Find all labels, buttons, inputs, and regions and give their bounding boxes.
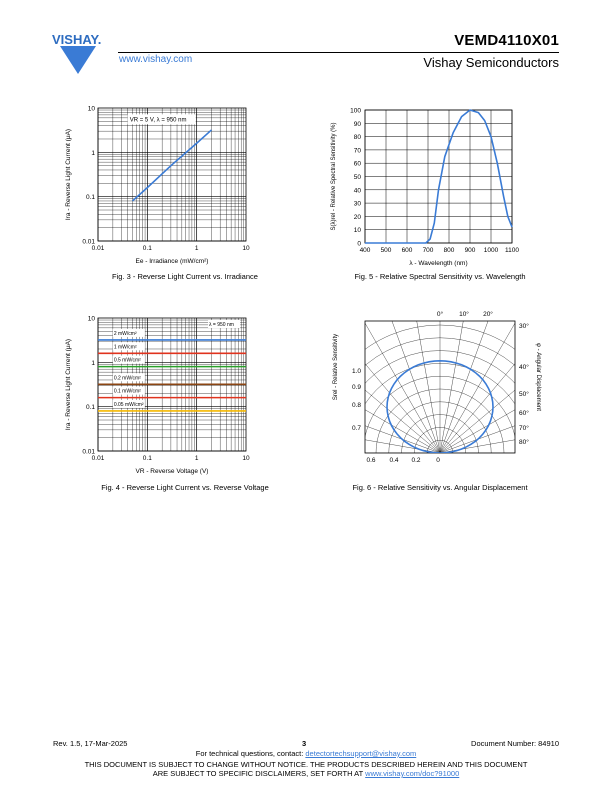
y-axis-label: Srel - Relative Sensitivity <box>333 333 339 401</box>
angle-ray <box>440 420 560 453</box>
y2-axis-label: φ - Angular Displacement <box>535 343 541 411</box>
y-tick-label: 0.1 <box>85 194 95 202</box>
y-tick-label: 10 <box>87 105 95 113</box>
bottom-tick-label: 0.4 <box>389 457 399 464</box>
x-tick-label: 0.1 <box>142 245 152 252</box>
x-tick-label: 1 <box>194 455 199 462</box>
y-tick-label: 0.01 <box>82 238 95 246</box>
x-tick-label: 500 <box>380 247 392 254</box>
series-label: 1 mW/cm² <box>113 344 137 351</box>
y-tick-label: 0.01 <box>82 448 95 456</box>
disclaimer-line-2 <box>0 769 612 778</box>
vishay-logo <box>40 26 120 76</box>
figure-6-caption: Fig. 6 - Relative Sensitivity vs. Angular Displacement <box>352 483 528 492</box>
angle-tick-label: 20° <box>483 311 493 318</box>
contact-line <box>0 749 612 758</box>
y-tick-label: 1 <box>91 149 95 157</box>
radial-tick-label: 1.0 <box>351 368 361 375</box>
y-axis-label: Ira - Reverse Light Current (μA) <box>65 338 72 431</box>
figure-4-caption: Fig. 4 - Reverse Light Current vs. Reverse Voltage <box>101 483 269 492</box>
page-number: 3 <box>302 739 307 748</box>
x-tick-label: 700 <box>422 247 434 254</box>
figure-3-caption: Fig. 3 - Reverse Light Current vs. Irradiance <box>112 272 258 281</box>
y-tick-label: 80 <box>353 134 361 142</box>
angle-tick-label: 60° <box>519 410 529 417</box>
annotation-text: λ = 950 nm <box>209 322 234 328</box>
contact-email-link[interactable]: detectortechsupport@vishay.com <box>305 749 417 758</box>
revision: Rev. 1.5, 17-Mar-2025 <box>53 739 128 748</box>
y-tick-label: 40 <box>353 187 361 195</box>
website-link[interactable]: www.vishay.com <box>119 54 193 65</box>
angle-ray <box>440 387 560 453</box>
angle-ray <box>440 305 506 453</box>
y-tick-label: 0.1 <box>85 404 95 412</box>
y-tick-label: 1 <box>91 359 95 367</box>
x-tick-label: 800 <box>443 247 455 254</box>
x-axis-label: VR - Reverse Voltage (V) <box>135 468 209 475</box>
y-tick-label: 60 <box>353 160 361 168</box>
company-name: Vishay Semiconductors <box>423 55 559 70</box>
figure-5-chart <box>325 100 525 270</box>
disclaimer-line-1: THIS DOCUMENT IS SUBJECT TO CHANGE WITHOUT NOTICE. THE PRODUCTS DESCRIBED HEREIN AND THIS DOCUMENT <box>84 760 528 769</box>
bottom-tick-label: 0.6 <box>366 457 376 464</box>
angle-tick-label: 30° <box>519 323 529 330</box>
y-tick-label: 50 <box>353 174 361 181</box>
annotation-text: VR = 5 V, λ = 950 nm <box>129 117 187 124</box>
x-tick-label: 0.01 <box>91 455 105 462</box>
angle-ray <box>325 306 440 453</box>
figure-6-chart <box>325 305 560 475</box>
x-tick-label: 10 <box>242 245 250 252</box>
angle-tick-label: 80° <box>519 439 529 446</box>
angle-tick-label: 0° <box>436 311 444 318</box>
x-tick-label: 900 <box>464 247 476 254</box>
x-tick-label: 1100 <box>505 247 519 254</box>
angle-tick-label: 10° <box>459 311 469 318</box>
series-line <box>132 130 211 201</box>
figure-3-chart <box>60 100 260 270</box>
contact-prefix: For technical questions, contact: <box>195 749 306 758</box>
y-tick-label: 30 <box>353 200 361 208</box>
x-tick-label: 0.01 <box>91 245 105 252</box>
plot-area <box>98 108 246 241</box>
bottom-tick-label: 0.2 <box>411 457 421 464</box>
y-tick-label: 70 <box>353 147 361 155</box>
logo-text: VISHAY. <box>52 32 102 47</box>
series-label: 0.05 mW/cm² <box>113 401 144 408</box>
angle-tick-label: 70° <box>519 425 529 432</box>
radial-tick-label: 0.7 <box>351 425 361 432</box>
angle-tick-label: 50° <box>519 391 529 398</box>
y-tick-label: 0 <box>357 240 361 248</box>
header-rule <box>118 52 559 53</box>
y-tick-label: 90 <box>353 120 361 128</box>
bottom-tick-label: 0 <box>436 457 440 464</box>
x-tick-label: 10 <box>242 455 250 462</box>
x-axis-label: Ee - Irradiance (mW/cm²) <box>135 258 209 265</box>
y-tick-label: 10 <box>353 227 361 235</box>
angle-ray <box>440 330 560 453</box>
x-axis-label: λ - Wavelength (nm) <box>409 260 468 267</box>
document-number: Document Number: 84910 <box>471 739 559 748</box>
y-tick-label: 100 <box>350 107 361 115</box>
x-tick-label: 600 <box>401 247 413 254</box>
part-number: VEMD4110X01 <box>454 32 559 49</box>
angle-tick-label: 40° <box>519 364 529 371</box>
radial-tick-label: 0.9 <box>351 384 361 391</box>
x-tick-label: 400 <box>359 247 371 254</box>
disclaimer-link[interactable]: www.vishay.com/doc?91000 <box>365 769 460 778</box>
angle-ray <box>374 305 440 453</box>
y-axis-label: Ira - Reverse Light Current (μA) <box>65 128 72 221</box>
x-tick-label: 1 <box>194 245 199 252</box>
y-tick-label: 20 <box>353 213 361 221</box>
series-label: 2 mW/cm² <box>113 330 137 337</box>
series-label: 0.1 mW/cm² <box>113 388 141 395</box>
x-tick-label: 1000 <box>483 247 499 254</box>
series-label: 0.5 mW/cm² <box>113 357 141 364</box>
y-axis-label: S(λ)rel - Relative Spectral Sensitivity (%) <box>331 122 337 231</box>
angle-ray <box>407 305 440 453</box>
angle-ray <box>440 305 473 453</box>
x-tick-label: 0.1 <box>142 455 152 462</box>
figure-5-caption: Fig. 5 - Relative Spectral Sensitivity vs. Wavelength <box>354 272 526 281</box>
radial-tick-label: 0.8 <box>351 402 361 409</box>
figure-4-chart <box>60 310 260 480</box>
disclaimer-prefix: ARE SUBJECT TO SPECIFIC DISCLAIMERS, SET FORTH AT <box>152 769 366 778</box>
series-label: 0.2 mW/cm² <box>113 375 141 382</box>
y-tick-label: 10 <box>87 315 95 323</box>
